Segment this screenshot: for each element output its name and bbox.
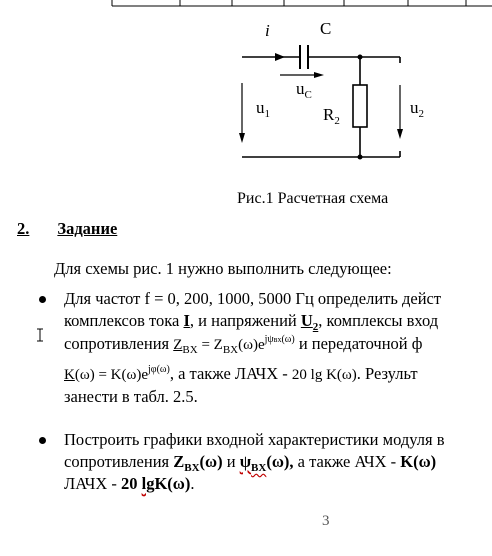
table-border-fragment — [0, 0, 492, 8]
current-arrow — [275, 53, 285, 61]
section-number: 2. — [17, 219, 30, 238]
bullet-2-line-1: Построить графики входной характеристики модуля в — [64, 430, 445, 449]
bullet-1-line-5: занести в табл. 2.5. — [64, 387, 198, 406]
formula-k: $K(\omega) = K(\omega)e^{j\varphi(\omega)}$ — [64, 364, 170, 383]
figure-caption: Рис.1 Расчетная схема — [237, 190, 389, 207]
section-heading — [17, 219, 117, 239]
section-title: Задание — [57, 219, 118, 238]
u2-arrow-head — [397, 129, 403, 139]
bullet-1-line-2: комплексов тока I, и напряжений $U_2$, комплексы вход — [64, 311, 439, 333]
page-number: 3 — [322, 513, 330, 529]
label-current-i: i — [265, 21, 270, 40]
bullet-1-line-3: сопротивления $Z_{BX} = Z_{BX}(\omega)e^{j\psi вх(\omega)}$ и передаточной ф — [64, 334, 423, 356]
label-resistor-r2: $R_2$ — [323, 105, 340, 127]
bullet-2-line-3: ЛАЧХ - 20 lgK(ω). — [64, 474, 195, 493]
bullet-1-line-1: Для частот f = 0, 200, 1000, 5000 Гц определить дейст — [64, 289, 442, 308]
resistor-r2 — [353, 85, 367, 127]
bullet-2-line-2: сопротивления $Z_{BX}(\omega)$ и $\psi_{BX}(\omega)$, а также АЧХ - K(ω) — [64, 452, 437, 474]
intro-text: Для схемы рис. 1 нужно выполнить следующее: — [54, 259, 392, 278]
label-capacitor-c: C — [320, 19, 332, 38]
text-cursor-ibeam — [36, 328, 44, 342]
bullet-1-line-4: $K(\omega) = K(\omega)e^{j\varphi(\omega)}$, а также ЛАЧХ - 20 lg K(ω). Результ — [64, 364, 418, 383]
bullet-1-marker — [39, 296, 46, 303]
bullet-2-marker — [39, 437, 46, 444]
formula-lach: 20 lg K(ω) — [291, 367, 357, 383]
label-voltage-uc: $u_C$ — [296, 79, 312, 101]
label-voltage-u2: $u_2$ — [410, 98, 424, 120]
uc-arrow-head — [314, 72, 324, 78]
formula-zbx: $Z_{BX} = Z_{BX}(\omega)e^{j\psi вх(\omega)}$ — [173, 334, 295, 356]
u1-arrow-head — [239, 133, 245, 143]
node-bottom — [358, 155, 363, 160]
label-voltage-u1: $u_1$ — [256, 98, 270, 120]
